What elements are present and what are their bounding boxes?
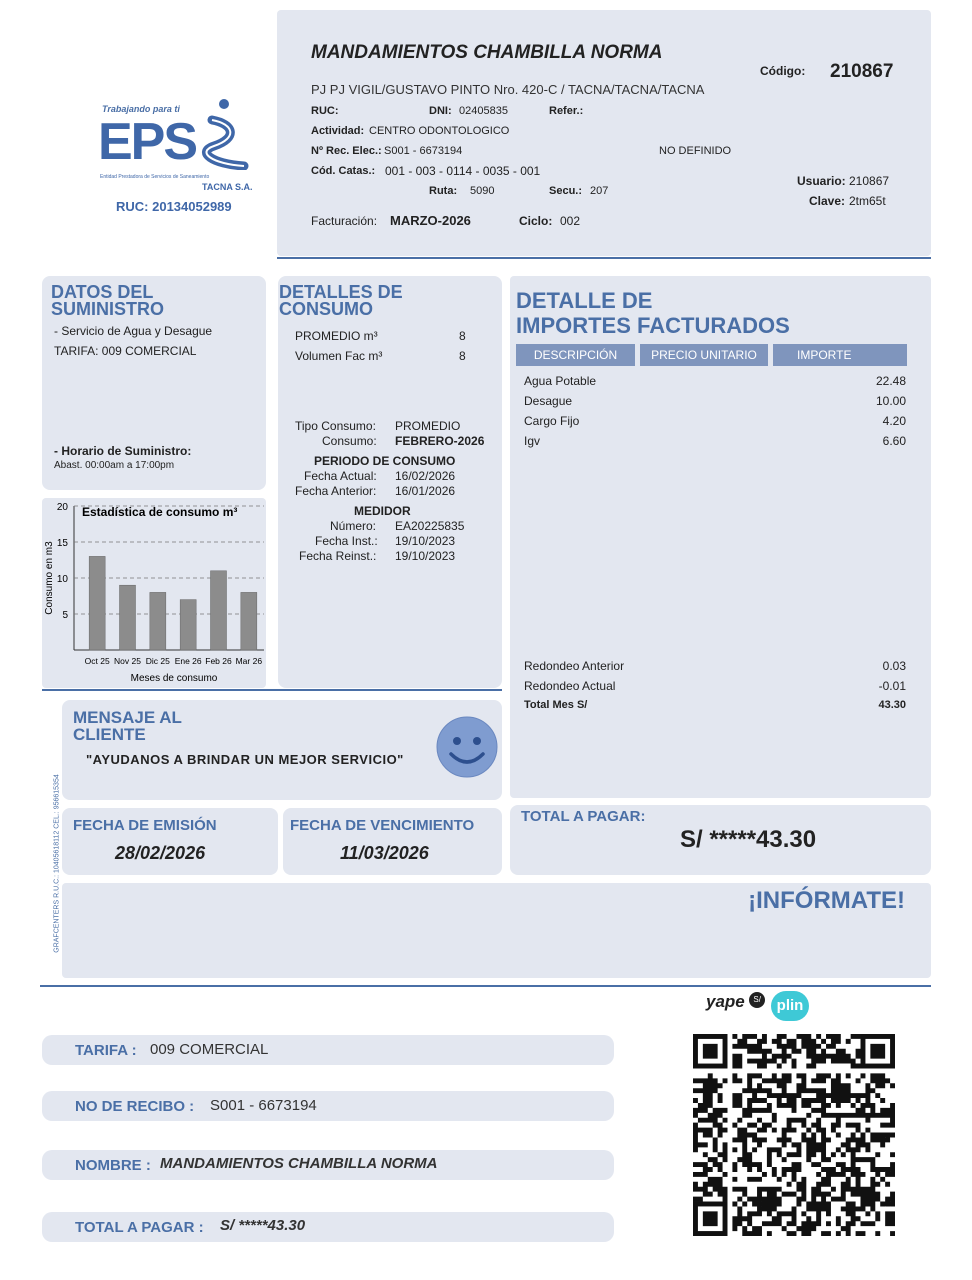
logo-city: TACNA S.A. (202, 182, 253, 192)
clave-label: Clave: (809, 194, 846, 208)
horario-label: - Horario de Suministro: (54, 444, 192, 458)
fecha-anterior-value: 16/01/2026 (395, 484, 456, 498)
secu-label: Secu.: (549, 185, 583, 197)
x-tick-label: Nov 25 (114, 656, 141, 666)
yape-logo: yape S/ (706, 992, 765, 1012)
payment-qr-code (693, 1034, 895, 1236)
ciclo-value: 002 (560, 214, 581, 228)
vencimiento-label: FECHA DE VENCIMIENTO (290, 817, 475, 834)
importes-title: DETALLE DE IMPORTES FACTURADOS (516, 288, 790, 338)
actividad-label: Actividad: (311, 125, 365, 137)
coupon-nombre: NOMBRE : MANDAMIENTOS CHAMBILLA NORMA (42, 1150, 614, 1180)
facturacion-value: MARZO-2026 (390, 213, 471, 228)
numero-label: Número: (330, 519, 377, 533)
chart-bar (211, 571, 227, 650)
reinst-value: 19/10/2023 (395, 549, 456, 563)
inst-label: Fecha Inst.: (315, 534, 378, 548)
consumption-chart (42, 498, 266, 688)
logo-brand: EPS (98, 113, 197, 171)
promedio-label: PROMEDIO m³ (295, 329, 378, 343)
y-tick-label: 20 (56, 502, 68, 513)
y-tick-label: 15 (56, 538, 68, 549)
inst-value: 19/10/2023 (395, 534, 456, 548)
x-tick-label: Feb 26 (205, 656, 232, 666)
facturacion-label: Facturación: (311, 214, 378, 228)
x-tick-label: Ene 26 (174, 656, 202, 666)
horario-value: Abast. 00:00am a 17:00pm (54, 460, 175, 471)
volumen-label: Volumen Fac m³ (295, 349, 383, 363)
total-value: S/ *****43.30 (680, 826, 817, 853)
total-mes: Total Mes S/ 43.30 (524, 699, 906, 711)
periodo-title: PERIODO DE CONSUMO (314, 454, 456, 468)
chart-bar (120, 585, 136, 650)
qr-finder-pattern (693, 1034, 727, 1068)
secu-value: 207 (590, 185, 609, 197)
reinst-label: Fecha Reinst.: (299, 549, 377, 563)
customer-address: PJ PJ VIGIL/GUSTAVO PINTO Nro. 420-C / TACNA/TACNA/TACNA (311, 82, 705, 97)
tipo-value: PROMEDIO (395, 419, 461, 433)
ruta-value: 5090 (470, 185, 495, 197)
usuario-label: Usuario: (797, 174, 846, 188)
line-item: Desague 10.00 (524, 394, 906, 408)
catas-label: Cód. Catas.: (311, 165, 376, 177)
fecha-actual-value: 16/02/2026 (395, 469, 456, 483)
coupon-recibo: NO DE RECIBO : S001 - 6673194 (42, 1091, 614, 1121)
ruta-label: Ruta: (429, 185, 458, 197)
water-drop-icon (194, 98, 252, 170)
printer-side-text: GRAFCENTERS R.U.C.: 10405618112 CEL.: 956615354 (53, 774, 61, 953)
emision-label: FECHA DE EMISIÓN (73, 817, 217, 834)
redondeo-actual: Redondeo Actual -0.01 (524, 679, 906, 693)
total-label: TOTAL A PAGAR: (521, 808, 646, 825)
qr-finder-pattern (861, 1034, 895, 1068)
codigo-value: 210867 (830, 61, 894, 82)
col-descripcion: DESCRIPCIÓN (516, 344, 635, 366)
rec-value: S001 - 6673194 (384, 145, 463, 157)
informate-title: ¡INFÓRMATE! (748, 887, 905, 914)
fecha-actual-label: Fecha Actual: (304, 469, 377, 483)
tarifa-text: TARIFA: 009 COMERCIAL (54, 344, 197, 358)
y-tick-label: 5 (62, 610, 68, 621)
codigo-label: Código: (760, 64, 806, 78)
consumo-label: Consumo: (322, 434, 377, 448)
col-precio-unitario: PRECIO UNITARIO (640, 344, 768, 366)
chart-bar (180, 600, 196, 650)
x-tick-label: Dic 25 (145, 656, 170, 666)
emision-value: 28/02/2026 (115, 843, 206, 863)
qr-finder-pattern (693, 1202, 727, 1236)
dni-label: DNI: (429, 105, 452, 117)
ruc-label: RUC: (311, 105, 339, 117)
logo-subtitle: Entidad Prestadora de Servicios de Saneamiento (100, 174, 210, 180)
coupon-total: TOTAL A PAGAR : S/ *****43.30 (42, 1212, 614, 1242)
refer-label: Refer.: (549, 105, 584, 117)
consumo-value: FEBRERO-2026 (395, 434, 485, 448)
customer-name: MANDAMIENTOS CHAMBILLA NORMA (311, 42, 663, 63)
clave-value: 2tm65t (849, 194, 886, 208)
line-item: Cargo Fijo 4.20 (524, 414, 906, 428)
coupon-tarifa: TARIFA : 009 COMERCIAL (42, 1035, 614, 1065)
medidor-title: MEDIDOR (354, 504, 411, 518)
chart-bar (150, 592, 166, 650)
chart-bar (241, 592, 257, 650)
smiley-icon (436, 716, 498, 778)
fecha-anterior-label: Fecha Anterior: (295, 484, 377, 498)
servicio-text: - Servicio de Agua y Desague (54, 324, 213, 338)
dni-value: 02405835 (459, 105, 508, 117)
promedio-value: 8 (459, 329, 466, 343)
chart-title: Estadística de consumo m³ (82, 505, 238, 519)
plin-logo: plin (771, 991, 809, 1021)
tipo-label: Tipo Consumo: (295, 419, 376, 433)
actividad-value: CENTRO ODONTOLOGICO (369, 125, 510, 137)
x-tick-label: Oct 25 (84, 656, 110, 666)
line-item: Agua Potable 22.48 (524, 374, 906, 388)
redondeo-anterior: Redondeo Anterior 0.03 (524, 659, 906, 673)
numero-value: EA20225835 (395, 519, 465, 533)
col-importe: IMPORTE (773, 344, 907, 366)
x-tick-label: Mar 26 (235, 656, 263, 666)
vencimiento-value: 11/03/2026 (340, 843, 429, 863)
ciclo-label: Ciclo: (519, 214, 553, 228)
suministro-title: DATOS DEL SUMINISTRO (51, 282, 165, 319)
chart-bar (89, 556, 105, 650)
no-definido: NO DEFINIDO (659, 145, 732, 157)
y-axis-label: Consumo en m3 (44, 541, 55, 615)
rec-label: Nº Rec. Elec.: (311, 145, 382, 157)
consumo-title: DETALLES DE CONSUMO (279, 282, 403, 319)
x-axis-label: Meses de consumo (130, 673, 218, 684)
y-tick-label: 10 (56, 574, 68, 585)
line-item: Igv 6.60 (524, 434, 906, 448)
usuario-value: 210867 (849, 174, 890, 188)
logo-ruc: RUC: 20134052989 (116, 199, 232, 214)
company-logo (96, 98, 256, 218)
catas-value: 001 - 003 - 0114 - 0035 - 001 (385, 164, 541, 178)
mensaje-title: MENSAJE AL CLIENTE (73, 708, 182, 744)
logo-tagline: Trabajando para ti (102, 104, 180, 114)
volumen-value: 8 (459, 349, 466, 363)
mensaje-text: "AYUDANOS A BRINDAR UN MEJOR SERVICIO" (86, 752, 404, 767)
